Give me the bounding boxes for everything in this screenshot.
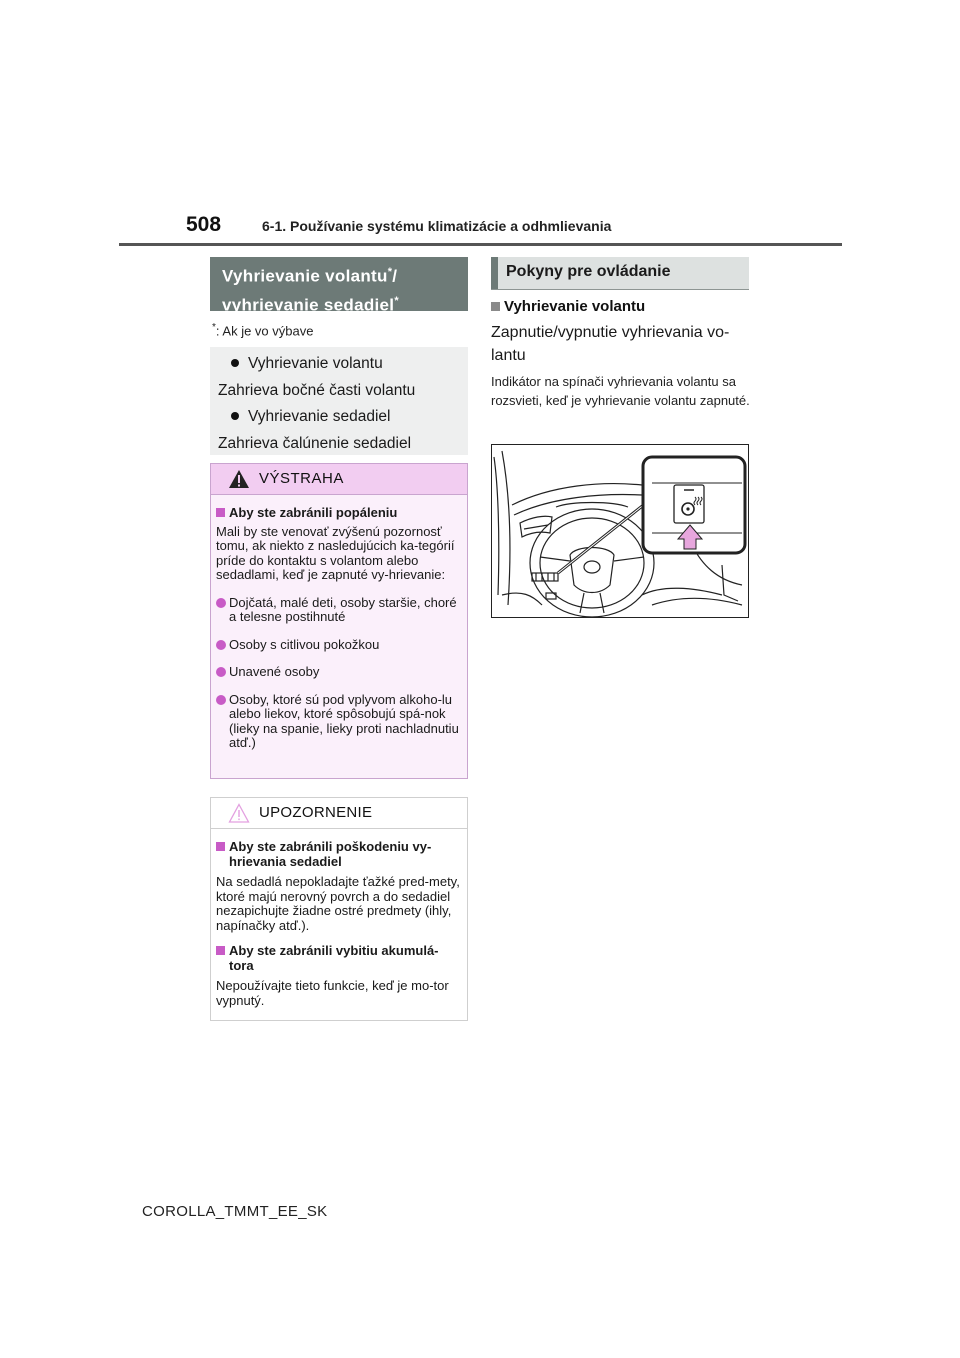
warning-item: Unavené osoby [216, 665, 462, 680]
footnote-mark: * [387, 266, 393, 278]
caution-header [211, 798, 467, 829]
section-header-heating [210, 257, 468, 315]
warning-item: Osoby s citlivou pokožkou [216, 638, 462, 653]
bullet-dot-icon [216, 667, 226, 677]
chapter-title: 6-1. Používanie systému klimatizácie a odhmlievania [262, 218, 612, 234]
indicator-note: Indikátor na spínači vyhrievania volantu sa rozsvieti, keď je vyhrievanie volantu zapnuté. [491, 374, 750, 408]
section-header-operation: Pokyny pre ovládanie [491, 257, 749, 289]
caution-text: Na sedadlá nepokladajte ťažké pred-mety, ktoré majú nerovný povrch a do sedadiel nezapichujte žiadne ostré predmety (ihly, napínačky atď.). [216, 874, 460, 933]
caution-text: Nepoužívajte tieto funkcie, keď je mo-tor vypnutý. [216, 978, 449, 1008]
caution-triangle-icon [228, 803, 250, 823]
section-title-line2: vyhrievanie sedadiel [222, 295, 395, 315]
bullet-dot-icon [231, 359, 239, 367]
caution-box [210, 797, 468, 1021]
feature-desc: Zahrieva bočné časti volantu [218, 381, 416, 399]
square-bullet-icon [216, 508, 225, 517]
bullet-dot-icon [216, 695, 226, 705]
caution-subtitle: Aby ste zabránili poškodeniu vy-hrievania sedadiel [216, 840, 462, 869]
feature-bullet: Vyhrievanie volantu [218, 351, 460, 378]
feature-desc: Zahrieva čalúnenie sedadiel [218, 434, 412, 452]
warning-triangle-icon [228, 469, 250, 489]
section-title-slash: / [392, 266, 398, 286]
bullet-dot-icon [216, 598, 226, 608]
section-title-line1: Vyhrievanie volantu [222, 266, 388, 286]
footnote [212, 322, 313, 338]
feature-bullet: Vyhrievanie sedadiel [218, 404, 460, 431]
warning-item: Dojčatá, malé deti, osoby staršie, choré a telesne postihnuté [216, 596, 462, 625]
caution-subtitle: Aby ste zabránili vybitiu akumulá-tora [216, 944, 462, 973]
caution-title: UPOZORNENIE [259, 804, 373, 821]
warning-box [210, 463, 468, 779]
warning-item: Osoby, ktoré sú pod vplyvom alkoho-lu alebo liekov, ktoré spôsobujú spá-nok (lieky na spanie, lieky proti nachladnutiu atď.) [216, 693, 462, 751]
dashboard-drawing [492, 445, 748, 617]
steering-illustration [491, 444, 749, 618]
warning-header [211, 464, 467, 495]
operation-text: Zapnutie/vypnutie vyhrievania vo-lantu [491, 324, 730, 364]
square-bullet-icon [216, 946, 225, 955]
square-bullet-icon [216, 842, 225, 851]
bullet-dot-icon [231, 412, 239, 420]
page-number: 508 [186, 213, 222, 236]
square-bullet-icon [491, 302, 500, 311]
doc-code: COROLLA_TMMT_EE_SK [142, 1203, 328, 1220]
footnote-mark: * [212, 322, 216, 333]
footnote-mark: * [394, 294, 399, 307]
header-rule [119, 243, 842, 246]
footnote-text: : Ak je vo výbave [215, 323, 314, 339]
warning-subtitle: Aby ste zabránili popáleniu [216, 506, 462, 521]
section-header-rule [491, 289, 749, 290]
subheading: Vyhrievanie volantu [491, 298, 645, 315]
warning-title: VÝSTRAHA [259, 470, 344, 487]
features-box [210, 347, 468, 455]
warning-text: Mali by ste venovať zvýšenú pozornosť tomu, ak niekto z nasledujúcich ka-tegórií príde do kontaktu s volantom alebo sedadlami, keď je zapnuté vy-hrievanie: [216, 523, 455, 582]
bullet-dot-icon [216, 640, 226, 650]
